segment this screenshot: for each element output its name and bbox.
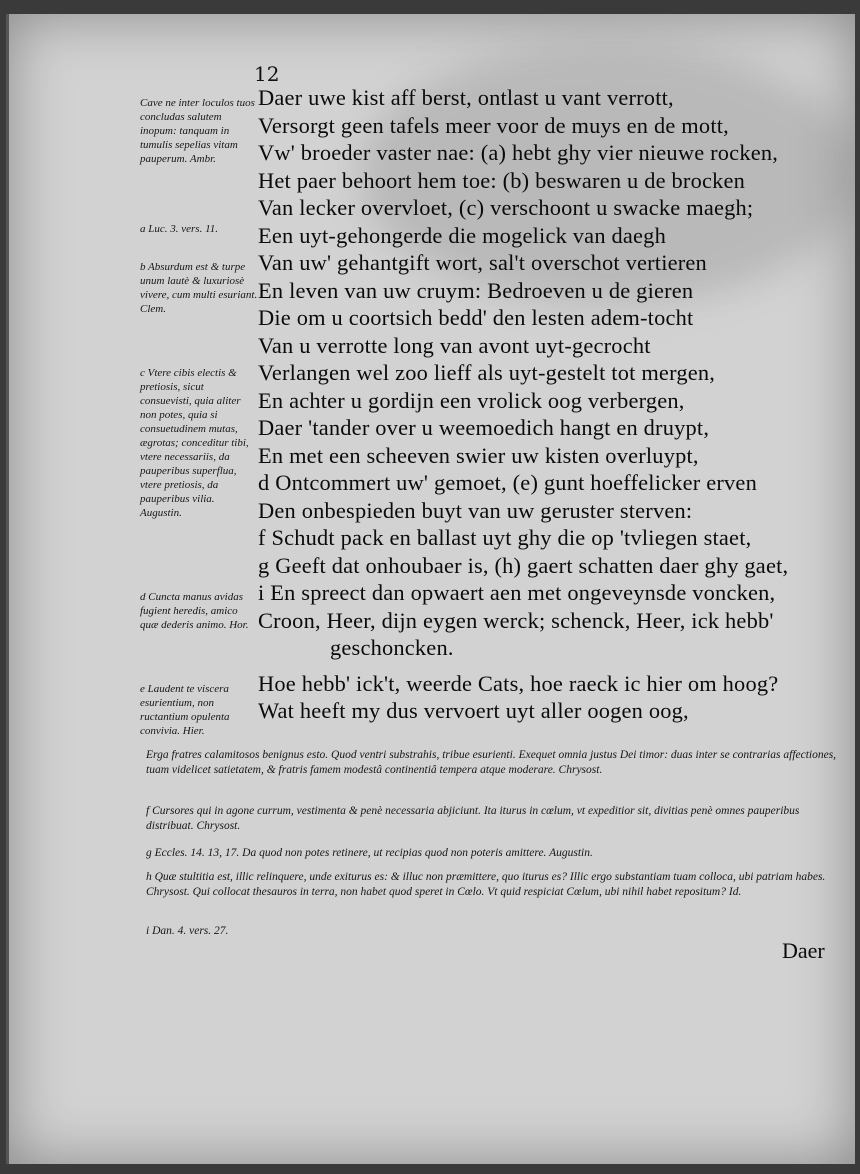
poem-line: geschoncken.: [330, 635, 454, 660]
poem-line: Daer 'tander over u weemoedich hangt en druypt,: [258, 415, 710, 440]
poem-line: En met een scheeven swier uw kisten overluypt,: [258, 442, 699, 468]
poem-line: Vw' broeder vaster nae: (a) hebt ghy vier nieuwe rocken,: [258, 140, 779, 165]
catchword: Daer: [782, 938, 825, 963]
footnote: h Quæ stultitia est, illic relinquere, unde exiturus es: & illuc non præmittere, quo iturus es? Illic ergo substantiam tuam colloca, ubi patriam habes. Chrysost. Qui collocat thesauros in terra, non habet quod speret in Cœlo. Vt quid respiciat Cœlum, ubi nihil habet repositum? Id.: [146, 871, 826, 898]
poem-line: Van uw' gehantgift wort, sal't overschot vertieren: [258, 250, 707, 275]
poem-line: Hoe hebb' ick't, weerde Cats, hoe raeck ic hier om hoog?: [258, 670, 779, 696]
margin-note: c Vtere cibis electis & pretiosis, sicut consuevisti, quia aliter non potes, quia si consuetudinem mutas, ægrotas; conceditur tibi, vtere necessariis, da pauperibus superflua, vtere pretiosis, da pauperibus vilia. Augustin.: [140, 367, 249, 519]
poem-line: i En spreect dan opwaert aen met ongeveynsde voncken,: [258, 580, 776, 605]
poem-line: Croon, Heer, dijn eygen werck; schenck, Heer, ick hebb': [258, 607, 774, 633]
page-number: 12: [254, 62, 280, 86]
footnote: f Cursores qui in agone currum, vestimenta & penè necessaria abjiciunt. Ita iturus in cœlum, vt expeditior sit, divitias penè omnes pauperibus distribuat. Chrysost.: [146, 805, 800, 832]
margin-note: d Cuncta manus avidas fugient heredis, amico quæ dederis animo. Hor.: [140, 591, 249, 631]
poem-line: d Ontcommert uw' gemoet, (e) gunt hoeffelicker erven: [258, 470, 757, 495]
footnote: i Dan. 4. vers. 27.: [146, 925, 229, 937]
margin-note: b Absurdum est & turpe unum lautè & luxuriosè vivere, cum multi esuriant. Clem.: [140, 261, 258, 315]
poem-line: g Geeft dat onhoubaer is, (h) gaert schatten daer ghy gaet,: [258, 552, 789, 578]
poem-text: [258, 84, 848, 725]
footnote: Erga fratres calamitosos benignus esto. Quod ventri substrahis, tribue esurienti. Exequet omnia justus Dei timor: duas inter se contrarias affectiones, tuam videlicet satietatem, & fratris famem modestâ continentiâ tempera atque moderare. Chrysost.: [146, 749, 837, 776]
poem-line: Die om u coortsich bedd' den lesten adem-tocht: [258, 305, 694, 330]
poem-line: Wat heeft my dus vervoert uyt aller oogen oog,: [258, 698, 689, 723]
footnote: g Eccles. 14. 13, 17. Da quod non potes retinere, ut recipias quod non poteris amittere. Augustin.: [146, 847, 593, 859]
poem-line: En leven van uw cruym: Bedroeven u de gieren: [258, 277, 694, 303]
poem-line: f Schudt pack en ballast uyt ghy die op 'tvliegen staet,: [258, 525, 752, 550]
poem-line: Den onbespieden buyt van uw geruster sterven:: [258, 497, 693, 523]
poem-line: Het paer behoort hem toe: (b) beswaren u de brocken: [258, 167, 746, 193]
poem-line: Van u verrotte long van avont uyt-gecrocht: [258, 332, 651, 358]
poem-line: Een uyt-gehongerde die mogelick van daegh: [258, 222, 666, 248]
poem-line: En achter u gordijn een vrolick oog verbergen,: [258, 387, 685, 413]
poem-line: Van lecker overvloet, (c) verschoont u swacke maegh;: [258, 195, 754, 220]
poem-line: Daer uwe kist aff berst, ontlast u vant verrott,: [258, 85, 674, 110]
margin-note: Cave ne inter loculos tuos concludas salutem inopum: tanquam in tumulis sepelias vitam pauperum. Ambr.: [140, 97, 255, 165]
poem-line: Versorgt geen tafels meer voor de muys en de mott,: [258, 112, 729, 138]
margin-note: e Laudent te viscera esurientium, non ructantium opulenta convivia. Hier.: [140, 683, 230, 737]
poem-line: Verlangen wel zoo lieff als uyt-gestelt tot mergen,: [258, 360, 716, 385]
margin-note: a Luc. 3. vers. 11.: [140, 223, 219, 235]
